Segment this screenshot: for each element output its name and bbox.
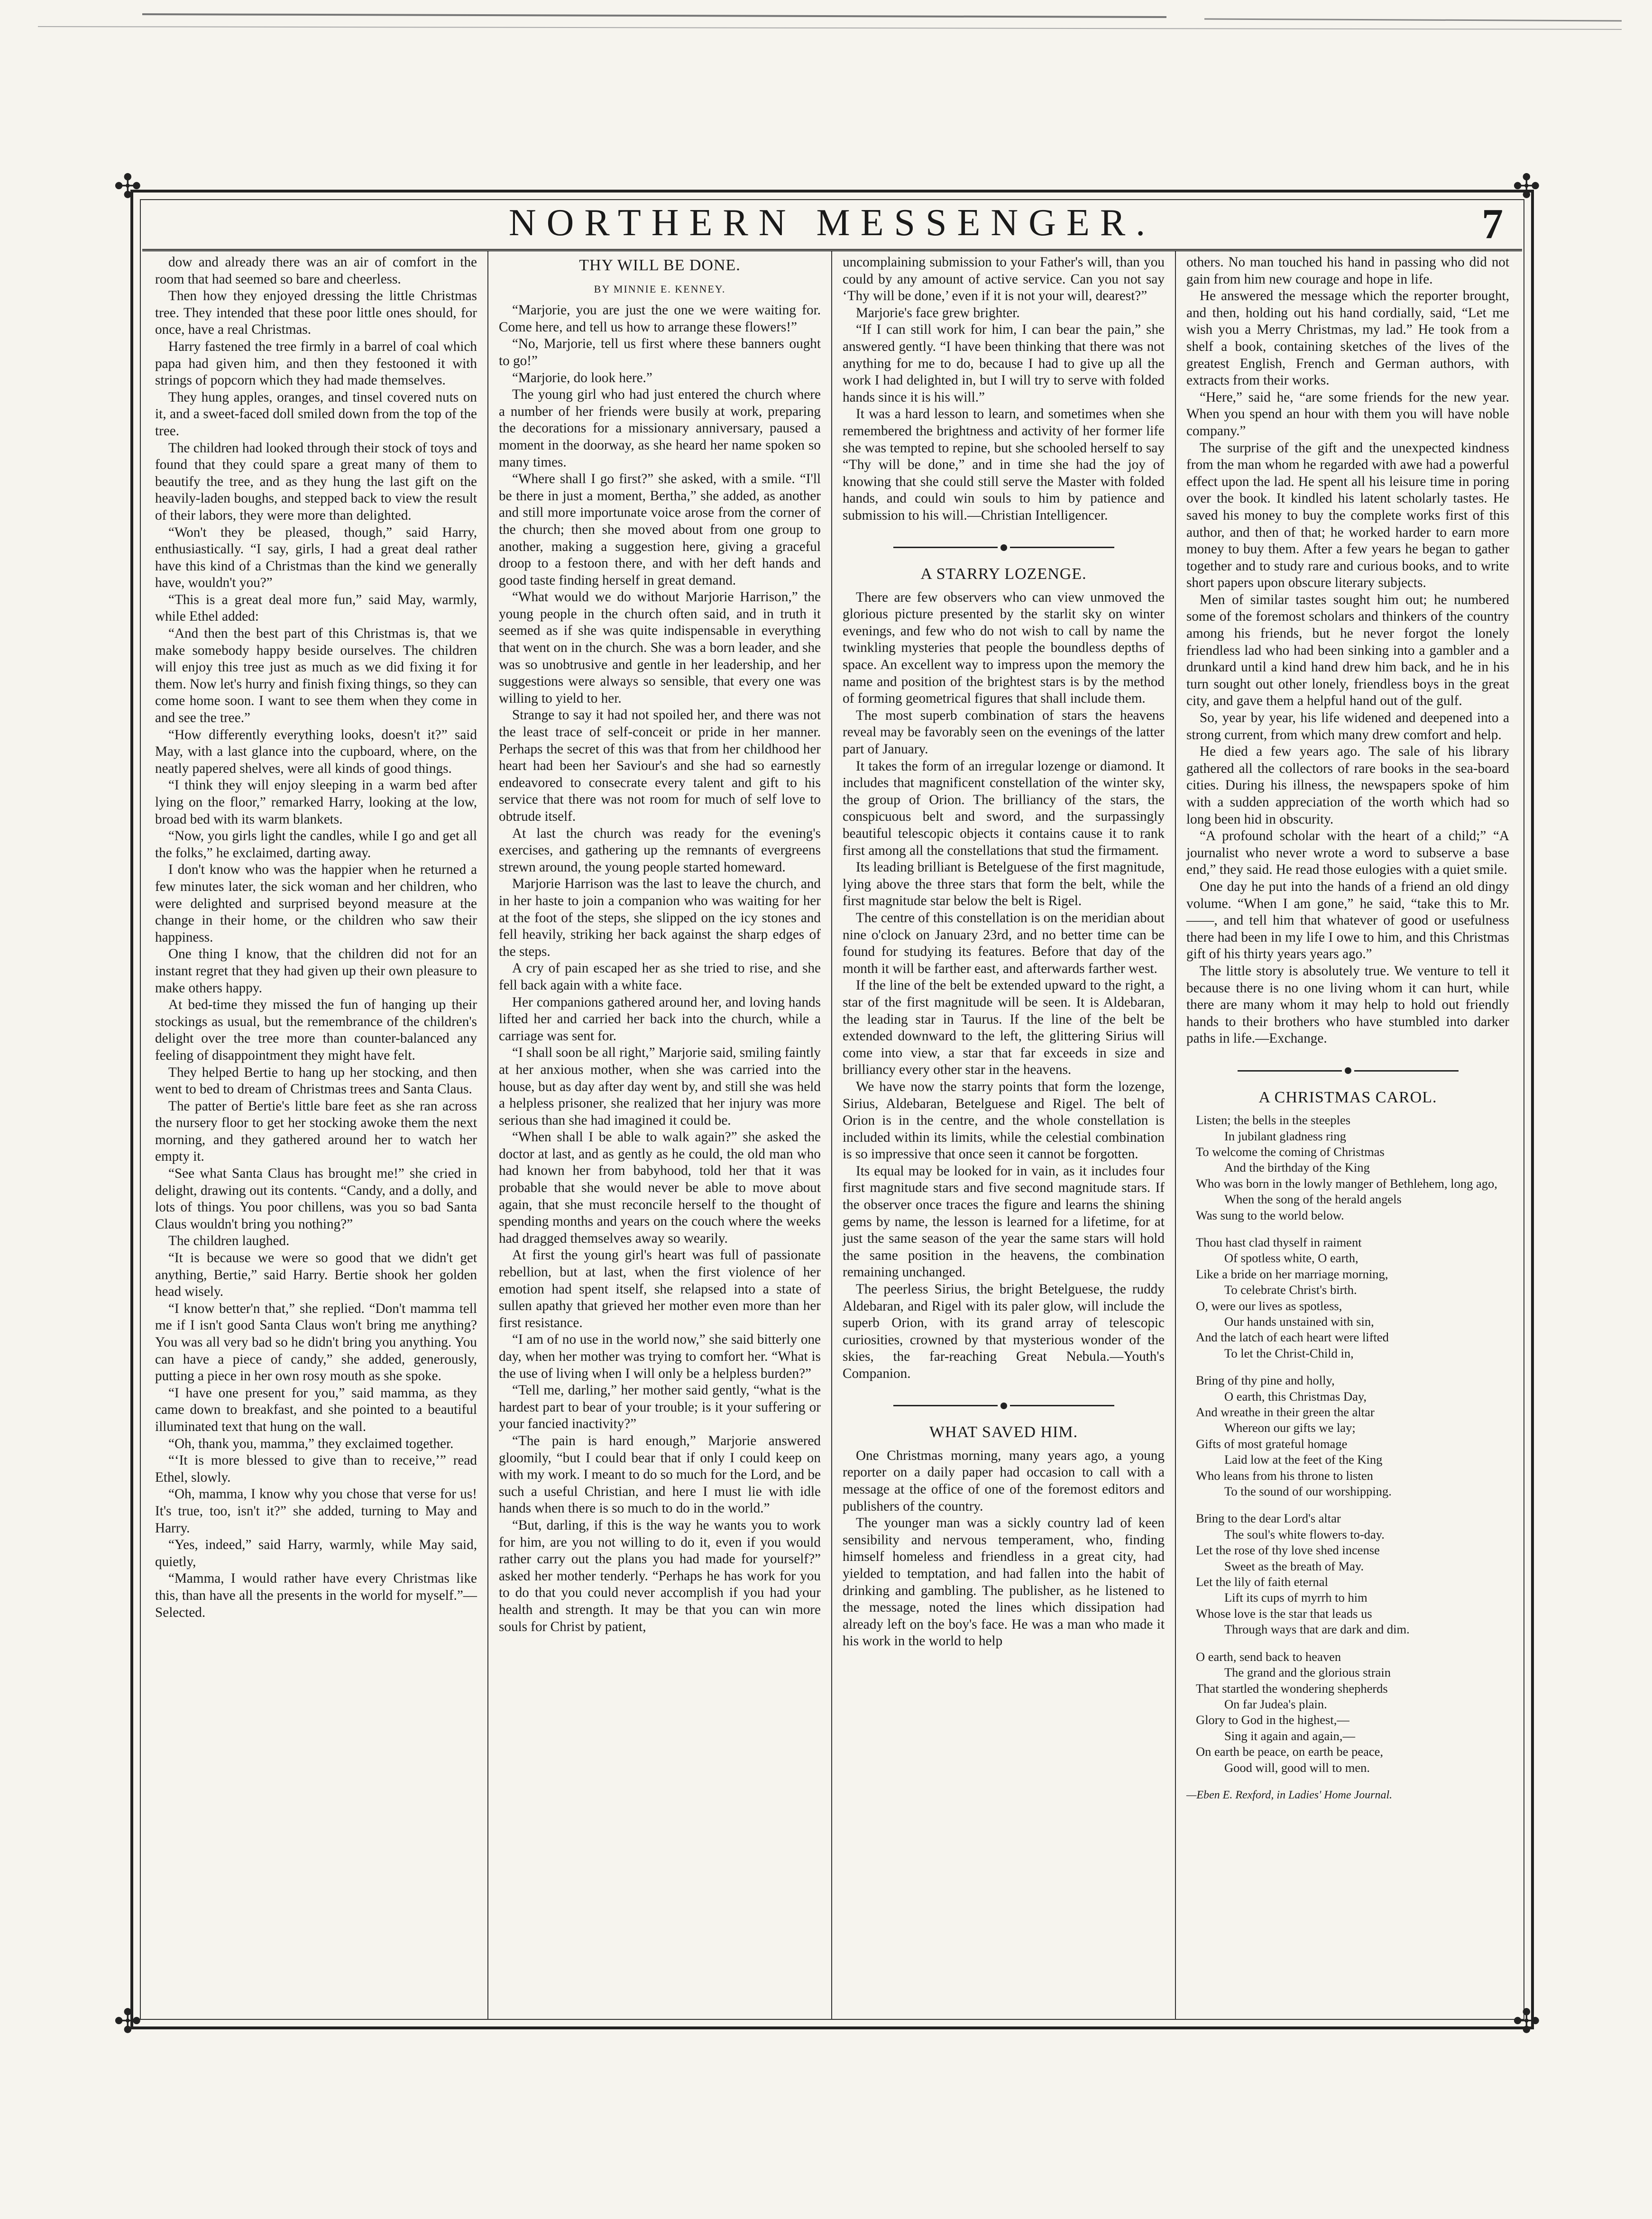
poem-line: To welcome the coming of Christmas (1196, 1144, 1385, 1159)
poem-line: Listen; the bells in the steeples (1196, 1113, 1351, 1128)
poem-line: Let the lily of faith eternal (1196, 1575, 1328, 1589)
paragraph: Her companions gathered around her, and loving hands lifted her and carried her back into the church, while a carriage was sent for. (499, 994, 821, 1044)
paragraph: The young girl who had just entered the church where a number of her friends were busily at work, preparing the decorations for a missionary anniversary, paused a moment in the doorway, as she heard her name spoken so many times. (499, 387, 821, 470)
article-byline: BY MINNIE E. KENNEY. (594, 283, 726, 295)
paragraph: “A profound scholar with the heart of a child;” “A journalist who never wrote a word to subserve a base end,” they said. He read those eulogies with a quiet smile. (1186, 828, 1509, 878)
paragraph: One thing I know, that the children did not for an instant regret that they had given up their own pleasure to make others happy. (155, 946, 477, 996)
column-4 (1176, 251, 1520, 2020)
paragraph: “Marjorie, do look here.” (512, 370, 652, 385)
poem-line: The grand and the glorious strain (1224, 1665, 1391, 1680)
newspaper-title: NORTHERN MESSENGER. (508, 202, 1156, 244)
paragraph: One day he put into the hands of a friend an old dingy volume. “When I am gone,” he said, “take this to Mr. ——, and tell him that whatever of good or usefulness there had been in my life I owe to him, and this Christmas gift of his thirty years years ago.” (1186, 879, 1509, 962)
paragraph: At bed-time they missed the fun of hanging up their stockings as usual, but the remembrance of the children's delight over the tree more than counter-balanced any feeling of disappointment they might have felt. (155, 997, 477, 1063)
corner-ornament-icon: ✣ (114, 2004, 142, 2040)
section-divider-icon (1186, 1062, 1509, 1079)
paragraph: “See what Santa Claus has brought me!” she cried in delight, drawing out its contents. “Candy, and a dolly, and lots of things. You poor chillens, was you so bad Santa Claus wouldn't bring you nothing?” (155, 1166, 477, 1232)
article-headline: A CHRISTMAS CAROL. (1258, 1088, 1437, 1106)
paragraph: “Where shall I go first?” she asked, with a smile. “I'll be there in just a moment, Bertha,” she added, as another and still more importunate voice arose from the corner of the church; then she moved about from one group to another, making a suggestion here, giving a graceful droop to a festoon there, and with her deft hands and good taste finding herself in great demand. (499, 471, 821, 588)
poem-line: Good will, good will to men. (1224, 1760, 1370, 1775)
poem (1196, 1112, 1509, 1776)
paragraph: Strange to say it had not spoiled her, and there was not the least trace of self-conceit or pride in her manner. Perhaps the secret of this was that from her childhood her heart had been her Saviour's and she had so earnestly endeavored to consecrate every talent and gift to his service that there was not room for much of self love to obtrude itself. (499, 707, 821, 824)
article-columns (145, 251, 1520, 2020)
poem-line: To the sound of our worshipping. (1224, 1484, 1392, 1499)
section-divider-icon (843, 539, 1165, 556)
paragraph: The younger man was a sickly country lad of keen sensibility and nervous temperament, who, finding himself homeless and friendless in a great city, had yielded to temptation, and had fallen into the habit of drinking and gambling. The publisher, as he listened to the message, noted the lines which dissipation had already left on the boy's face. He was a man who made it his work in the world to help (843, 1515, 1165, 1649)
poem-line: To celebrate Christ's birth. (1224, 1283, 1357, 1297)
paragraph: “And then the best part of this Christmas is, that we make somebody happy beside ourselves. The children will enjoy this tree just as much as we did fixing it for them. Now let's hurry and finish fixing things, so they can come home soon. I want to see them when they come in and see the tree.” (155, 626, 477, 726)
paragraph: “When shall I be able to walk again?” she asked the doctor at last, and as gently as he could, the old man who had known her from babyhood, told her that it was probable that she would never be able to move about again, that she must reconcile herself to the thought of spending months and years on the couch where the weeks had dragged themselves away so wearily. (499, 1129, 821, 1246)
corner-ornament-icon: ✣ (1513, 169, 1541, 205)
paragraph: “I have one present for you,” said mamma, as they came down to breakfast, and she pointed to a beautiful illuminated text that hung on the wall. (155, 1385, 477, 1434)
paragraph: “It is because we were so good that we didn't get anything, Bertie,” said Harry. Bertie shook her golden head wisely. (155, 1250, 477, 1300)
paragraph: “How differently everything looks, doesn't it?” said May, with a last glance into the cupboard, where, on the neatly papered shelves, were all kinds of good things. (155, 727, 477, 776)
poem-line: Of spotless white, O earth, (1224, 1251, 1358, 1265)
paragraph: There are few observers who can view unmoved the glorious picture presented by the starlit sky on winter evenings, and few who do not wish to call by name the twinkling mysteries that people the boundless depths of space. An excellent way to impress upon the memory the name and position of the brightest stars is by the method of forming geometrical figures that shall include them. (843, 589, 1165, 706)
paragraph: At first the young girl's heart was full of passionate rebellion, but at last, when the first violence of her emotion had spent itself, she relapsed into a state of sullen apathy that grieved her mother even more than her first resistance. (499, 1247, 821, 1330)
paragraph: It was a hard lesson to learn, and sometimes when she remembered the brightness and activity of her former life she was tempted to repine, but she schooled herself to say “Thy will be done,” and in time she had the joy of knowing that she could still serve the Master with folded hands, and could win souls to him by patience and submission to his will.—Christian Intelligencer. (843, 406, 1165, 523)
paragraph: Then how they enjoyed dressing the little Christmas tree. They intended that these poor little ones should, for once, have a real Christmas. (155, 288, 477, 338)
paragraph: They hung apples, oranges, and tinsel covered nuts on it, and a sweet-faced doll smiled down from the top of the tree. (155, 389, 477, 439)
poem-line: O earth, send back to heaven (1196, 1649, 1341, 1664)
paragraph: The centre of this constellation is on the meridian about nine o'clock on January 23rd, and no better time can be found for studying its features. Before that day of the month it will be farther east, and afterwards farther west. (843, 910, 1165, 976)
column-2 (488, 251, 832, 2020)
paragraph: “Oh, mamma, I know why you chose that verse for us! It's true, too, isn't it?” she added, turning to May and Harry. (155, 1486, 477, 1536)
poem-line: Was sung to the world below. (1196, 1208, 1344, 1222)
paragraph: “Now, you girls light the candles, while I go and get all the folks,” he exclaimed, darting away. (155, 828, 477, 861)
poem-line: To let the Christ-Child in, (1224, 1346, 1354, 1360)
poem-line: Thou hast clad thyself in raiment (1196, 1235, 1362, 1249)
corner-ornament-icon: ✣ (1513, 2004, 1541, 2040)
paragraph: “I am of no use in the world now,” she said bitterly one day, when her mother was trying to comfort her. “What is the use of living when I will only be a helpless burden?” (499, 1332, 821, 1381)
poem-stanza (1196, 1511, 1509, 1637)
poem-line: Let the rose of thy love shed incense (1196, 1543, 1380, 1558)
paragraph: Harry fastened the tree firmly in a barrel of coal which papa had given him, and then they festooned it with strings of popcorn which they had made themselves. (155, 339, 477, 388)
paragraph: uncomplaining submission to your Father's will, than you could by any amount of active service. Can you not say ‘Thy will be done,’ even if it is not your will, dearest?” (843, 255, 1165, 304)
section-divider-icon (843, 1397, 1165, 1414)
paragraph: If the line of the belt be extended upward to the right, a star of the first magnitude will be seen. It is Aldebaran, the leading star in Taurus. If the line of the belt be extended downward to the left, the glittering Sirius will come into view, a star that far exceeds in size and brilliancy every other star in the heavens. (843, 978, 1165, 1078)
poem-stanza (1196, 1235, 1509, 1361)
poem-line: Whereon our gifts we lay; (1224, 1421, 1356, 1435)
poem-line: Whose love is the star that leads us (1196, 1606, 1372, 1621)
paragraph: I don't know who was the happier when he returned a few minutes later, the sick woman and her children, who were delighted and surprised beyond measure at the change in their home, or the children who saw their happiness. (155, 862, 477, 945)
paragraph: “Yes, indeed,” said Harry, warmly, while May said, quietly, (155, 1537, 477, 1569)
paragraph: “Mamma, I would rather have every Christmas like this, than have all the presents in the world for myself.”—Selected. (155, 1571, 477, 1620)
paragraph: The children laughed. (168, 1233, 290, 1249)
poem-stanza (1196, 1649, 1509, 1776)
poem-line: Glory to God in the highest,— (1196, 1713, 1349, 1727)
paragraph: “I know better'n that,” she replied. “Don't mamma tell me if I isn't good Santa Claus won't bring me anything? You was all very bad so he didn't bring you anything. You can have a piece of candy,” she added, generously, putting a piece in her own rosy mouth as she spoke. (155, 1301, 477, 1384)
poem-line: On far Judea's plain. (1224, 1696, 1327, 1711)
paragraph: The children had looked through their stock of toys and found that they could spare a great many of them to beautify the tree, and as they hung the last gift on the heavily-laden boughs, and stepped back to view the result of their labors, they were more than delighted. (155, 440, 477, 523)
poem-line: Who was born in the lowly manger of Bethlehem, long ago, (1196, 1176, 1497, 1191)
paragraph: We have now the starry points that form the lozenge, Sirius, Aldebaran, Betelguese and Rigel. The belt of Orion is in the centre, and the whole constellation is included within its limits, while the celestial combination is so impressive that once seen it cannot be forgotten. (843, 1079, 1165, 1162)
paragraph: Marjorie Harrison was the last to leave the church, and in her haste to join a companion who was waiting for her at the foot of the steps, she slipped on the icy stones and fell heavily, striking her back against the sharp edges of the steps. (499, 876, 821, 959)
poem-line: In jubilant gladness ring (1224, 1128, 1346, 1143)
poem-line: And wreathe in their green the altar (1196, 1405, 1375, 1419)
paragraph: dow and already there was an air of comfort in the room that had seemed so bare and cheerless. (155, 255, 477, 287)
poem-stanza (1196, 1112, 1509, 1223)
poem-line: On earth be peace, on earth be peace, (1196, 1744, 1384, 1759)
paragraph: “Won't they be pleased, though,” said Harry, enthusiastically. “I say, girls, I had a great deal rather have this kind of a Christmas than the kind we generally have, wouldn't you?” (155, 524, 477, 591)
paragraph: Its equal may be looked for in vain, as it includes four first magnitude stars and five second magnitude stars. If the observer once traces the figure and learns the shining gems by name, the lesson is learned for a lifetime, for at just the same season of the year the same stars will hold the same position in the heavens, the combination remaining unchanged. (843, 1163, 1165, 1280)
paragraph: “Here,” said he, “are some friends for the new year. When you spend an hour with them you will have noble company.” (1186, 389, 1509, 439)
poem-line: Who leans from his throne to listen (1196, 1468, 1373, 1483)
paragraph: “‘It is more blessed to give than to receive,’” read Ethel, slowly. (155, 1453, 477, 1485)
paragraph: Its leading brilliant is Betelguese of the first magnitude, lying above the three stars that form the belt, while the first magnitude star below the belt is Rigel. (843, 860, 1165, 909)
paragraph: One Christmas morning, many years ago, a young reporter on a daily paper had occasion to call with a message at the office of one of the foremost editors and publishers of the country. (843, 1448, 1165, 1514)
paragraph: The surprise of the gift and the unexpected kindness from the man whom he regarded with awe had a powerful effect upon the lad. He spent all his leisure time in poring over the book. It kindled his latent scholarly tastes. He saved his money to buy the complete works first of this author, and then of that; he worked harder to earn more money to buy them. After a few years he began to gather together and to study rare and curious books, and to write short papers upon obscure literary subjects. (1186, 440, 1509, 591)
paragraph: “Oh, thank you, mamma,” they exclaimed together. (168, 1436, 454, 1451)
poem-line: Lift its cups of myrrh to him (1224, 1590, 1367, 1605)
poem-line: The soul's white flowers to-day. (1224, 1527, 1385, 1541)
corner-ornament-icon: ✣ (114, 169, 142, 205)
column-3 (832, 251, 1176, 2020)
paragraph: Men of similar tastes sought him out; he numbered some of the foremost scholars and thinkers of the country among his friends, but he never forgot the lonely friendless lad who had been sinking into a gambler and a drunkard until a kind hand drew him back, and he in his turn sought out other lonely, friendless boys in the great city, and gave them a helpful hand out of the gulf. (1186, 592, 1509, 709)
poem-line: O earth, this Christmas Day, (1224, 1389, 1367, 1403)
poem-line: Gifts of most grateful homage (1196, 1436, 1348, 1451)
paragraph: others. No man touched his hand in passing who did not gain from him new courage and hope in life. (1186, 255, 1509, 287)
poem-line: That startled the wondering shepherds (1196, 1681, 1388, 1696)
poem-credit: —Eben E. Rexford, in Ladies' Home Journal. (1186, 1788, 1393, 1801)
poem-line: Bring of thy pine and holly, (1196, 1373, 1335, 1388)
poem-stanza (1196, 1373, 1509, 1499)
poem-line: O, were our lives as spotless, (1196, 1298, 1342, 1313)
paragraph: The most superb combination of stars the heavens reveal may be favorably seen on the evenings of the latter part of January. (843, 707, 1165, 757)
poem-line: Sing it again and again,— (1224, 1728, 1355, 1743)
paragraph: “I shall soon be all right,” Marjorie said, smiling faintly at her anxious mother, when she was carried into the house, but as day after day went by, and still she was held a helpless prisoner, she realized that her injury was more serious than she had imagined it could be. (499, 1045, 821, 1128)
paragraph: “What would we do without Marjorie Harrison,” the young people in the church often said, and in truth it seemed as if she was quite indispensable in everything that went on in the church. She was a born leader, and she was so unobtrusive and gentle in her leadership, and her suggestions were always so sensible, that every one was willing to yield to her. (499, 589, 821, 706)
paragraph: It takes the form of an irregular lozenge or diamond. It includes that magnificent constellation of the winter sky, the group of Orion. The brilliancy of the stars, the conspicuous belt and sword, and the surpassingly beautiful telescopic objects it contains cause it to rank first among all the constellations that stud the firmament. (843, 758, 1165, 858)
paragraph: “If I can still work for him, I can bear the pain,” she answered gently. “I have been thinking that there was not anything for me to do, because I had to give up all the work I had delighted in, but I will try to serve with folded hands since it is his will.” (843, 322, 1165, 405)
paragraph: At last the church was ready for the evening's exercises, and gathering up the remnants of evergreens strewn around, the young people started homeward. (499, 825, 821, 875)
paragraph: “I think they will enjoy sleeping in a warm bed after lying on the floor,” remarked Harry, looking at the low, broad bed with its warm blankets. (155, 778, 477, 827)
column-1 (145, 251, 488, 2020)
paragraph: “But, darling, if this is the way he wants you to work for him, are you not willing to do it, even if you would rather carry out the plans you had made for yourself?” asked her mother tenderly. “Perhaps he has work for you to do that you could never accomplish if you had your health and strength. It may be that you can win more souls for Christ by patient, (499, 1517, 821, 1634)
paragraph: “No, Marjorie, tell us first where these banners ought to go!” (499, 336, 821, 368)
paragraph: “The pain is hard enough,” Marjorie answered gloomily, “but I could bear that if only I could keep on with my work. I meant to do so much for the Lord, and be such a useful Christian, and here I must lie with idle hands when there is so much to do in the world.” (499, 1433, 821, 1516)
paragraph: “This is a great deal more fun,” said May, warmly, while Ethel added: (155, 592, 477, 624)
poem-line: And the latch of each heart were lifted (1196, 1330, 1389, 1345)
paragraph: The patter of Bertie's little bare feet as she ran across the nursery floor to get her stocking awoke them the next morning, and they gathered around her to watch her empty it. (155, 1098, 477, 1165)
paragraph: “Tell me, darling,” her mother said gently, “what is the hardest part to bear of your trouble; is it your suffering or your fancied inactivity?” (499, 1383, 821, 1432)
top-edge-marks (0, 0, 1652, 76)
paragraph: He died a few years ago. The sale of his library gathered all the collectors of rare books in the sea-board cities. During his illness, the newspapers spoke of him with a sudden appreciation of the worth which had so long been hid in obscurity. (1186, 744, 1509, 827)
poem-line: Our hands unstained with sin, (1224, 1314, 1374, 1329)
paragraph: The peerless Sirius, the bright Betelguese, the ruddy Aldebaran, and Rigel with its paler glow, will include the superb Orion, with its grand array of telescopic curiosities, crowned by that mysterious wonder of the skies, the far-reaching Great Nebula.—Youth's Companion. (843, 1282, 1165, 1381)
poem-line: And the birthday of the King (1224, 1160, 1370, 1175)
paragraph: “Marjorie, you are just the one we were waiting for. Come here, and tell us how to arrange these flowers!” (499, 303, 821, 335)
poem-line: Through ways that are dark and dim. (1224, 1622, 1410, 1637)
paragraph: So, year by year, his life widened and deepened into a strong current, from which many drew comfort and help. (1186, 710, 1509, 743)
poem-line: When the song of the herald angels (1224, 1192, 1402, 1207)
article-headline: THY WILL BE DONE. (579, 257, 741, 274)
poem-line: Laid low at the feet of the King (1224, 1452, 1383, 1467)
paragraph: The little story is absolutely true. We venture to tell it because there is no one living whom it can hurt, while there are many whom it may help to hold out friendly hands to their brothers who have stumbled into darker paths in life.—Exchange. (1186, 963, 1509, 1046)
page-number: 7 (1482, 201, 1503, 248)
paragraph: A cry of pain escaped her as she tried to rise, and she fell back again with a white face. (499, 961, 821, 993)
article-headline: WHAT SAVED HIM. (929, 1423, 1078, 1441)
poem-line: Bring to the dear Lord's altar (1196, 1511, 1341, 1526)
paragraph: Marjorie's face grew brighter. (856, 305, 1020, 321)
poem-line: Sweet as the breath of May. (1224, 1559, 1364, 1573)
paragraph: He answered the message which the reporter brought, and then, holding out his hand cordially, said, “Let me wish you a Merry Christmas, my lad.” He took from a shelf a book, containing sketches of the lives of the greatest English, French and German authors, with extracts from their works. (1186, 288, 1509, 388)
paragraph: They helped Bertie to hang up her stocking, and then went to bed to dream of Christmas trees and Santa Claus. (155, 1064, 477, 1097)
article-headline: A STARRY LOZENGE. (920, 565, 1087, 583)
poem-line: Like a bride on her marriage morning, (1196, 1266, 1388, 1281)
masthead (142, 197, 1522, 251)
